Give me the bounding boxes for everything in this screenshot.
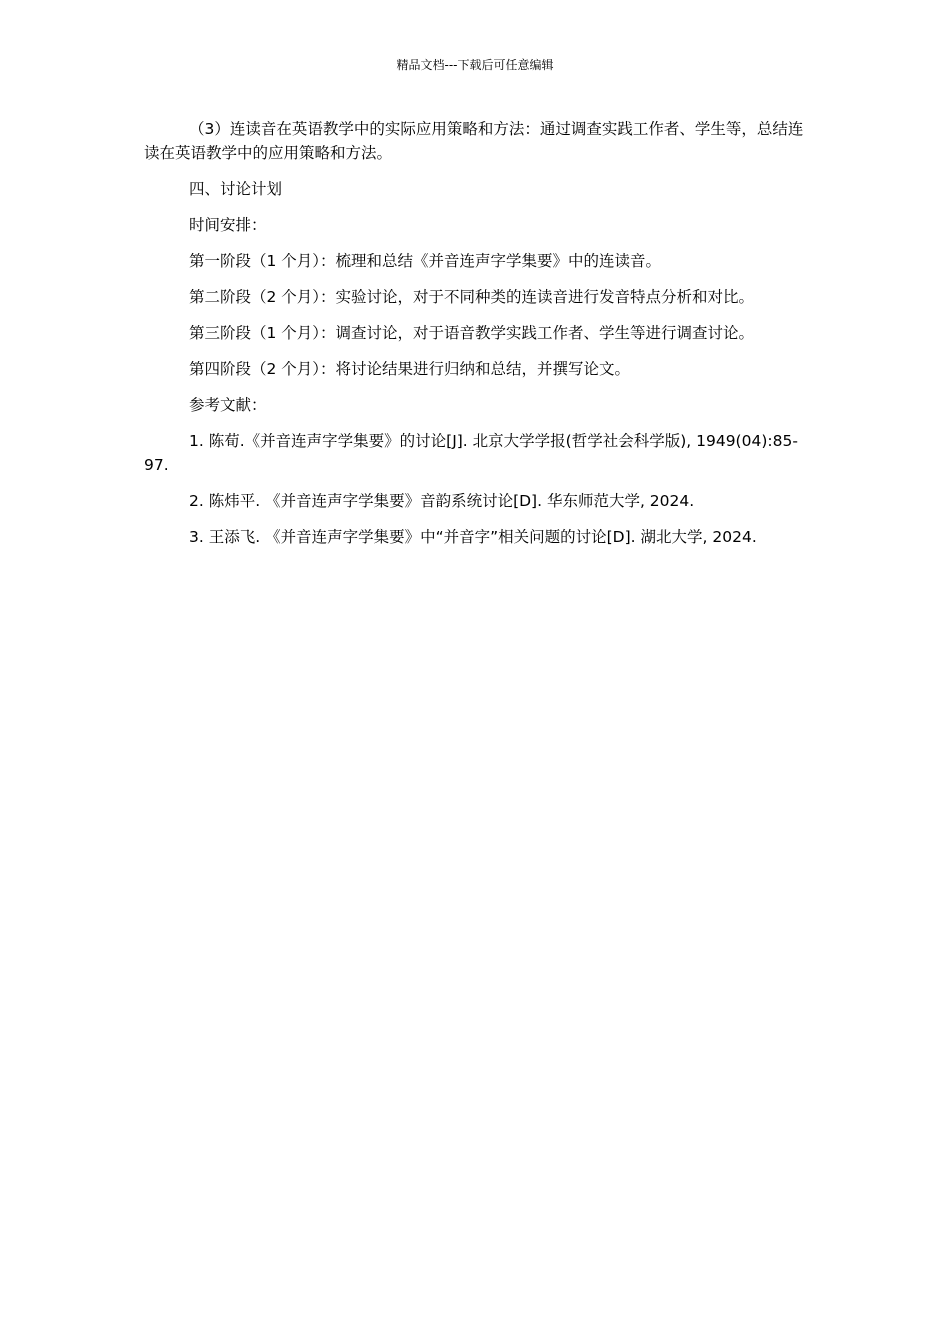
reference-item-3: 3. 王添飞. 《并音连声字学集要》中“并音字”相关问题的讨论[D]. 湖北大学, 2024.: [189, 528, 757, 546]
paragraph-phase-3: 第三阶段（1 个月）：调查讨论，对于语音教学实践工作者、学生等进行调查讨论。: [189, 324, 755, 342]
reference-item-1: 1. 陈荀.《并音连声字学集要》的讨论[J]. 北京大学学报(哲学社会科学版), 1949(04):85-97.: [144, 432, 798, 474]
document-body: [144, 117, 804, 561]
page-header: 精品文档---下载后可任意编辑: [396, 58, 554, 72]
paragraph-phase-4: 第四阶段（2 个月）：将讨论结果进行归纳和总结，并撰写论文。: [189, 360, 631, 378]
reference-item-2: 2. 陈炜平. 《并音连声字学集要》音韵系统讨论[D]. 华东师范大学, 2024.: [189, 492, 695, 510]
section-heading-research-plan: 四、讨论计划: [189, 180, 283, 198]
paragraph-phase-1: 第一阶段（1 个月）：梳理和总结《并音连声字学集要》中的连读音。: [189, 252, 662, 270]
paragraph-schedule-label: 时间安排：: [189, 216, 267, 234]
paragraph-phase-2: 第二阶段（2 个月）：实验讨论，对于不同种类的连读音进行发音特点分析和对比。: [189, 288, 755, 306]
paragraph-references-label: 参考文献：: [189, 396, 267, 414]
paragraph-research-content-3: （3）连读音在英语教学中的实际应用策略和方法：通过调查实践工作者、学生等，总结连读在英语教学中的应用策略和方法。: [144, 120, 804, 162]
